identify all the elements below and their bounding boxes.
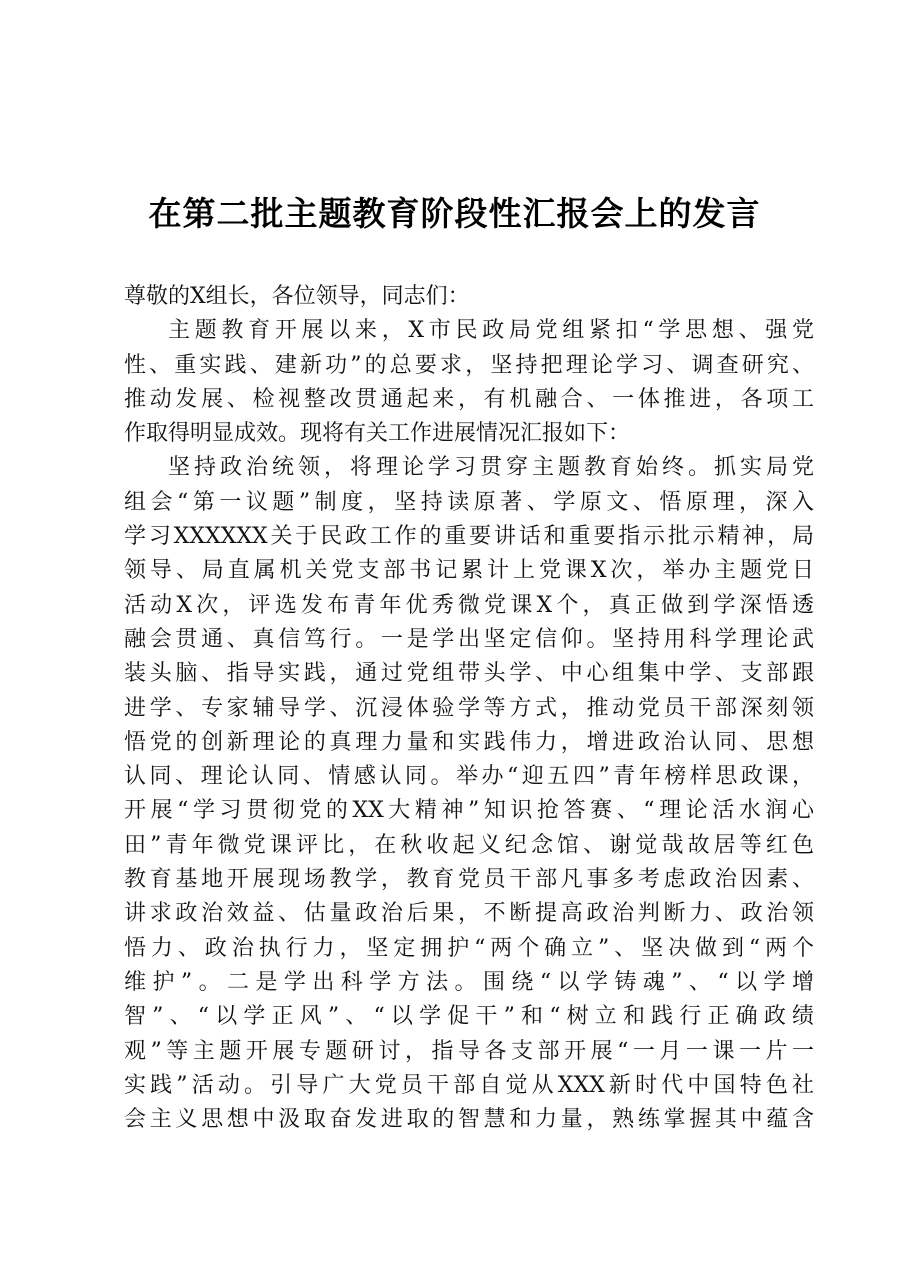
paragraph-1-line-3: 推动发展、检视整改贯通起来，有机融合、一体推进，各项工	[124, 386, 814, 412]
paragraph-2-line-19: 实践”活动。引导广大党员干部自觉从XXX新时代中国特色社	[124, 1072, 814, 1098]
paragraph-2-line-8: 进学、专家辅导学、沉浸体验学等方式，推动党员干部深刻领	[124, 695, 814, 721]
paragraph-2-line-20: 会主义思想中汲取奋发进取的智慧和力量，熟练掌握其中蕴含	[124, 1107, 814, 1133]
paragraph-2-line-16: 维护”。二是学出科学方法。围绕“以学铸魂”、“以学增	[124, 969, 814, 995]
paragraph-2-line-15: 悟力、政治执行力，坚定拥护“两个确立”、坚决做到“两个	[124, 935, 814, 961]
paragraph-1-line-1: 主题教育开展以来，X市民政局党组紧扣“学思想、强党	[168, 318, 814, 344]
paragraph-2-line-13: 教育基地开展现场教学，教育党员干部凡事多考虑政治因素、	[124, 867, 814, 893]
paragraph-2-line-17: 智”、“以学正风”、“以学促干”和“树立和践行正确政绩	[124, 1004, 814, 1030]
document-title: 在第二批主题教育阶段性汇报会上的发言	[148, 194, 761, 233]
paragraph-2-line-11: 开展“学习贯彻党的XX大精神”知识抢答赛、“理论活水润心	[124, 798, 814, 824]
paragraph-2-line-18: 观”等主题开展专题研讨，指导各支部开展“一月一课一片一	[124, 1038, 814, 1064]
salutation-line: 尊敬的X组长，各位领导，同志们：	[124, 284, 470, 309]
paragraph-2-line-3: 学习XXXXXX关于民政工作的重要讲话和重要指示批示精神，局	[124, 524, 814, 550]
paragraph-2-line-5: 活动X次，评选发布青年优秀微党课X个，真正做到学深悟透	[124, 592, 814, 618]
paragraph-2-line-9: 悟党的创新理论的真理力量和实践伟力，增进政治认同、思想	[124, 729, 814, 755]
paragraph-2-line-7: 装头脑、指导实践，通过党组带头学、中心组集中学、支部跟	[124, 661, 814, 687]
paragraph-2-line-14: 讲求政治效益、估量政治后果，不断提高政治判断力、政治领	[124, 901, 814, 927]
paragraph-2-line-4: 领导、局直属机关党支部书记累计上党课X次，举办主题党日	[124, 558, 814, 584]
paragraph-1-line-4: 作取得明显成效。现将有关工作进展情况汇报如下：	[124, 421, 631, 447]
paragraph-2-line-1: 坚持政治统领，将理论学习贯穿主题教育始终。抓实局党	[168, 455, 814, 481]
document-body	[124, 280, 814, 1137]
paragraph-2-line-6: 融会贯通、真信笃行。一是学出坚定信仰。坚持用科学理论武	[124, 626, 814, 652]
paragraph-2-line-10: 认同、理论认同、情感认同。举办“迎五四”青年榜样思政课，	[124, 764, 814, 790]
paragraph-2-line-2: 组会“第一议题”制度，坚持读原著、学原文、悟原理，深入	[124, 489, 814, 515]
paragraph-1-line-2: 性、重实践、建新功”的总要求，坚持把理论学习、调查研究、	[124, 352, 814, 378]
paragraph-2-line-12: 田”青年微党课评比，在秋收起义纪念馆、谢觉哉故居等红色	[124, 832, 814, 858]
